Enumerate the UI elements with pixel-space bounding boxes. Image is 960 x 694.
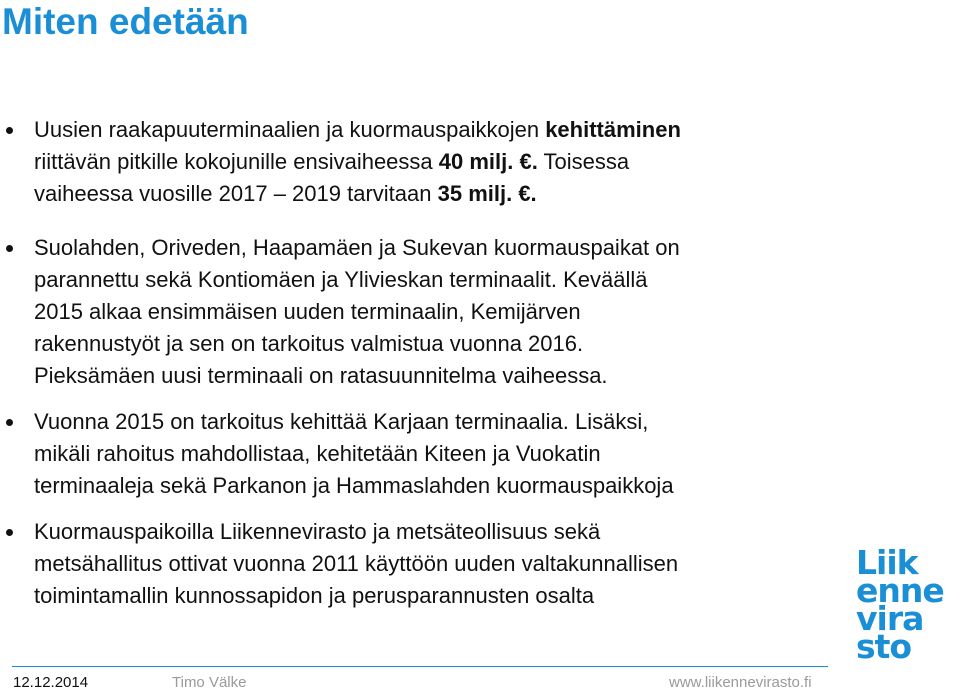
bullet-item [0,114,840,210]
bullet-text [34,516,840,612]
logo-text: k [896,543,918,582]
bullet-text [34,114,840,210]
bullet-line: mikäli rahoitus mahdollistaa, kehitetään Kiteen ja Vuokatin [34,441,601,466]
bullet-line: parannettu sekä Kontiomäen ja Ylivieskan terminaalit. Keväällä [34,267,648,292]
bullet-text [34,232,840,392]
bullet-line: vaiheessa vuosille 2017 – 2019 tarvitaan 35 milj. €. [34,181,537,206]
bullet-list [0,114,840,626]
bullet-line: toimintamallin kunnossapidon ja perusparannusten osalta [34,583,595,608]
footer-divider [12,666,828,667]
liikennevirasto-logo [856,543,960,666]
bullet-dot [6,529,13,536]
footer-url[interactable]: www.liikennevirasto.fi [669,674,812,691]
bullet-dot [6,245,13,252]
bullet-line: Pieksämäen uusi terminaali on ratasuunnitelma vaiheessa. [34,363,608,388]
bullet-line: metsähallitus ottivat vuonna 2011 käyttöön uuden valtakunnallisen [34,551,679,576]
page-title: Miten edetään [2,1,249,42]
logo-text: Lii [856,543,897,582]
bullet-dot [6,127,13,134]
bullet-line: Kuormauspaikoilla Liikennevirasto ja metsäteollisuus sekä [34,519,601,544]
bold-text: 40 milj. €. [438,149,538,174]
bullet-text [34,406,840,502]
bullet-item [0,232,840,392]
bullet-line: riittävän pitkille kokojunille ensivaiheessa 40 milj. €. Toisessa [34,149,630,174]
bullet-line: Vuonna 2015 on tarkoitus kehittää Karjaan terminaalia. Lisäksi, [34,409,649,434]
logo-line: enne [856,571,944,610]
footer-date: 12.12.2014 [13,674,89,691]
footer-author: Timo Välke [172,674,247,691]
bullet-line: Uusien raakapuuterminaalien ja kuormauspaikkojen kehittäminen [34,117,681,142]
logo-line: sto [856,627,912,666]
bullet-line: Suolahden, Oriveden, Haapamäen ja Sukevan kuormauspaikat on [34,235,680,260]
bullet-item [0,516,840,612]
bold-text: kehittäminen [545,117,681,142]
bullet-item [0,406,840,502]
bold-text: 35 milj. €. [437,181,537,206]
bullet-line: 2015 alkaa ensimmäisen uuden terminaalin, Kemijärven [34,299,581,324]
bullet-line: rakennustyöt ja sen on tarkoitus valmistua vuonna 2016. [34,331,584,356]
bullet-line: terminaaleja sekä Parkanon ja Hammaslahden kuormauspaikkoja [34,473,674,498]
logo-line: vira [856,599,924,638]
bullet-dot [6,419,13,426]
